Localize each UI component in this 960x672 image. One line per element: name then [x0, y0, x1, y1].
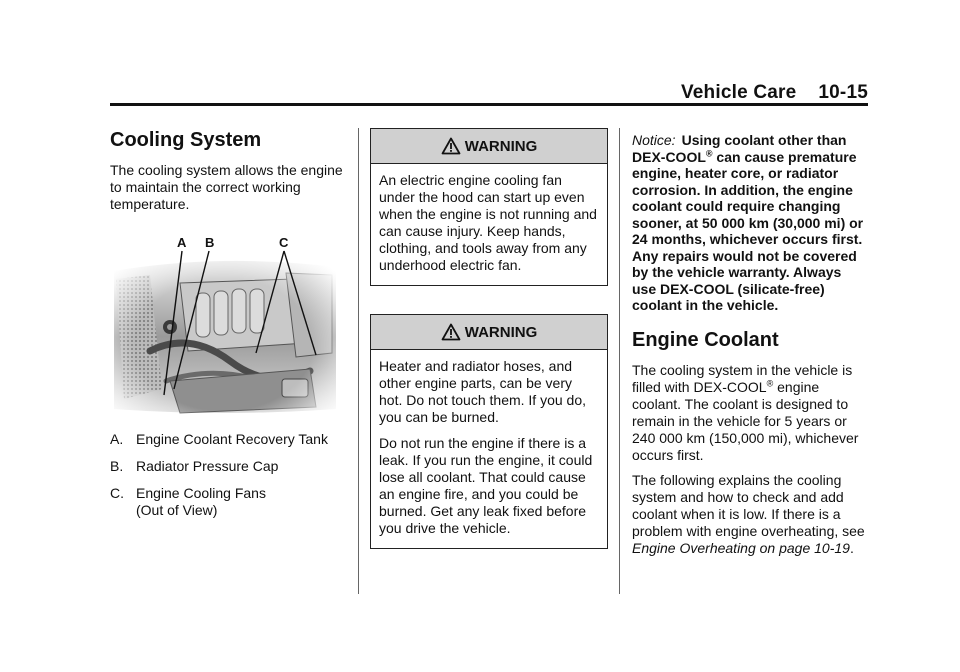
warning-text: Heater and radiator hoses, and other engine parts, can be very hot. Do not touch them. If you do, you can be burned.	[379, 358, 587, 425]
legend-item	[110, 431, 345, 448]
legend-item	[110, 458, 345, 475]
warning-header	[371, 129, 607, 164]
registered-mark: ®	[705, 147, 713, 158]
legend-item	[110, 485, 345, 519]
engine-coolant-paragraph-2	[632, 472, 868, 557]
coolant-text-1: The cooling system in the vehicle is filled with DEX-COOL	[632, 361, 853, 395]
running-head	[681, 82, 868, 104]
header-rule	[110, 103, 868, 106]
section-title: Vehicle Care	[680, 82, 797, 103]
warning-text: Do not run the engine if there is a leak. If you run the engine, it could lose all coolant. That could cause an engine fire, and you could be burned. Get any leak fixed before you drive the vehicle.	[379, 435, 593, 536]
figure-legend	[110, 431, 345, 519]
legend-text: Engine Coolant Recovery Tank	[136, 431, 328, 447]
legend-key: A.	[110, 431, 124, 447]
legend-text: Radiator Pressure Cap	[136, 458, 279, 474]
engine-coolant-heading: Engine Coolant	[632, 328, 779, 351]
warning-body	[371, 350, 607, 548]
column-divider-1	[358, 128, 359, 594]
warning-box-hoses	[370, 314, 608, 549]
coolant-notice	[632, 132, 868, 314]
legend-text: Engine Cooling Fans (Out of View)	[136, 485, 266, 518]
column-3	[632, 128, 868, 565]
page-number: 10-15	[818, 82, 868, 103]
engine-overheating-reference[interactable]: Engine Overheating on page 10-19	[632, 539, 850, 556]
figure-label-a: A	[177, 235, 187, 250]
engine-bay-illustration	[110, 231, 338, 421]
legend-key: B.	[110, 458, 124, 474]
warning-text: An electric engine cooling fan under the hood can start up even when the engine is not running and can cause injury. Keep hands, clothing, and tools away from any underhood electric fan.	[379, 172, 597, 273]
warning-box-fan	[370, 128, 608, 286]
notice-label: Notice:	[632, 132, 676, 148]
cooling-system-intro: The cooling system allows the engine to maintain the correct working temperature.	[110, 162, 343, 212]
notice-text-1: Using coolant other than DEX-COOL	[632, 132, 847, 165]
warning-title: WARNING	[464, 137, 538, 155]
coolant-text-2: engine coolant. The coolant is designed to remain in the vehicle for 5 years or 240 000 km (150,000 mi), whichever occurs first.	[632, 378, 859, 463]
notice-text-2: can cause premature engine, heater core, or radiator corrosion. In addition, the engine coolant could require changing sooner, at 50 000 km (30,000 mi) or 24 months, whichever occurs first. Any repairs would not be covered by the vehicle warranty. Always use DEX-COOL (silicate-free) coolant in the vehicle.	[632, 148, 864, 313]
legend-key: C.	[110, 485, 124, 501]
figure-label-c: C	[279, 235, 289, 250]
registered-mark: ®	[766, 377, 774, 388]
figure-label-b: B	[205, 235, 215, 250]
warning-title: WARNING	[464, 323, 538, 341]
warning-body	[371, 164, 607, 285]
column-1	[110, 122, 345, 529]
coolant-text-3: The following explains the cooling system and how to check and add coolant when it is low. If there is a problem with engine overheating, see	[632, 471, 865, 539]
column-divider-2	[619, 128, 620, 594]
warning-triangle-icon	[441, 323, 461, 341]
warning-header	[371, 315, 607, 350]
column-2	[370, 128, 608, 577]
warning-triangle-icon	[441, 137, 461, 155]
cooling-system-heading: Cooling System	[110, 129, 262, 151]
engine-bay-figure	[110, 231, 338, 421]
engine-coolant-paragraph-1	[632, 362, 868, 464]
period: .	[849, 539, 854, 556]
